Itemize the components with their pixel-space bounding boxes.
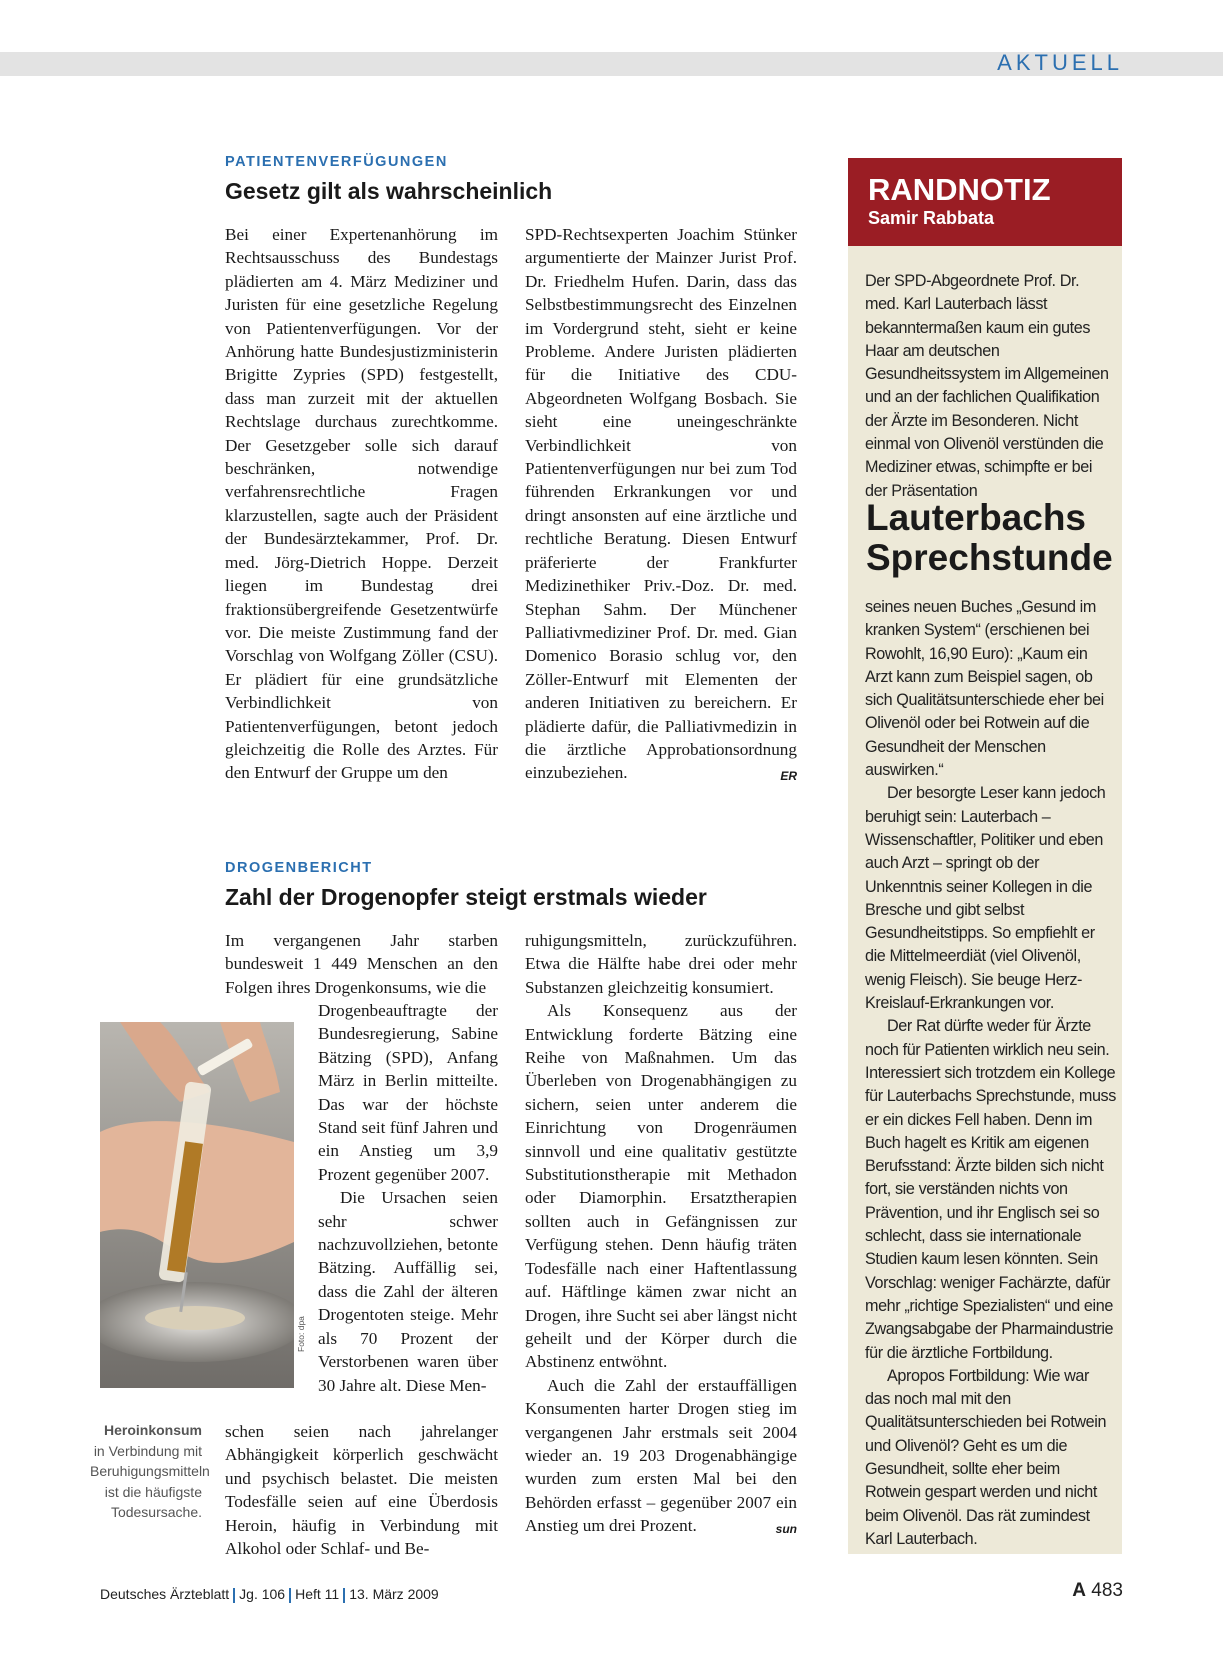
article1-column-2 [525, 223, 797, 789]
page-number [1072, 1580, 1123, 1602]
footer-separator [233, 1588, 235, 1603]
article2-column-2 [525, 929, 797, 1542]
heroin-syringe-photo [100, 1022, 294, 1388]
footer-separator [289, 1588, 291, 1603]
article2-author: sun [775, 1522, 797, 1537]
page-footer [100, 1586, 439, 1603]
caption-bold: Heroinkonsum [103, 1422, 202, 1438]
footer-separator [343, 1588, 345, 1603]
caption-text: in Verbindung mit Beruhigungsmitteln ist die häufigste Todesursache. [90, 1442, 210, 1520]
article2-kicker: DROGENBERICHT [225, 860, 373, 876]
footer-issue: Heft 11 [295, 1586, 340, 1602]
page-number-value: 483 [1091, 1580, 1123, 1601]
randnotiz-p2: Der besorgte Leser kann jedoch beruhigt sein: Lauterbach – Wissenschaftler, Politiker und eben auch Arzt – springt ob der Unkenntnis seiner Kollegen in die Bresche und gibt selbst Gesundheitstipps. So empfiehlt er die Mittelmeerdiät (viel Olivenöl, wenig Fleisch). Sie beuge Herz-Kreislauf-Erkrankungen vor. [865, 784, 1106, 1013]
footer-volume: Jg. 106 [239, 1586, 286, 1602]
footer-journal: Deutsches Ärzteblatt [100, 1586, 230, 1602]
article2-col1-narrow [318, 999, 498, 1397]
article1-kicker: PATIENTENVERFÜGUNGEN [225, 154, 448, 170]
photo-caption [90, 1420, 210, 1523]
randnotiz-title: Lauterbachs Sprechstunde [866, 497, 1113, 578]
article2-col1-top-text: Im vergangenen Jahr starben bundesweit 1 449 Menschen an den Folgen ihres Drogenkonsums, wie die [225, 931, 498, 997]
randnotiz-body [865, 596, 1117, 1551]
article1-col1-text: Bei einer Expertenanhörung im Rechtsausschuss des Bundestags plädierten am 4. März Mediziner und Juristen für eine gesetzliche Regelung von Patientenverfügungen. Vor der Anhörung hatte Bundesjustizministerin Brigitte Zypries (SPD) festgestellt, dass man zurzeit mit der aktuellen Rechtslage durchaus zurechtkomme. Der Gesetzgeber solle sich darauf beschränken, notwendige verfahrensrechtliche Fragen klarzustellen, sagte auch der Präsident der Bundesärztekammer, Prof. Dr. med. Jörg-Dietrich Hoppe. Derzeit liegen im Bundestag drei fraktionsübergreifende Gesetzentwürfe vor. Die meiste Zustimmung fand der Vorschlag von Wolfgang Zöller (CSU). Er plädiert für eine grundsätzliche Verbindlichkeit von Patientenverfügungen, betont jedoch gleichzeitig die Rolle des Arztes. Für den Entwurf der Gruppe um den [225, 225, 498, 783]
article2-headline: Zahl der Drogenopfer steigt erstmals wieder [225, 884, 707, 910]
article2-col1-top [225, 929, 498, 999]
randnotiz-label: RANDNOTIZ [868, 172, 1051, 207]
article2-col1-narrow-p1: Drogenbeauftragte der Bundesregierung, Sabine Bätzing (SPD), Anfang März in Berlin mitteilte. Das war der höchste Stand seit fünf Jahren und ein Anstieg um 3,9 Prozent gegenüber 2007. [318, 1001, 498, 1184]
article2-col1-narrow-p2: Die Ursachen seien sehr schwer nachzuvollziehen, betonte Bätzing. Auffällig sei, dass die Zahl der älteren Drogentoten steige. Mehr als 70 Prozent der Verstorbenen waren über 30 Jahre alt. Diese Men- [318, 1188, 498, 1395]
photo-credit: Foto: dpa [296, 1316, 306, 1352]
footer-date: 13. März 2009 [349, 1586, 439, 1602]
randnotiz-p4: Apropos Fortbildung: Wie war das noch mal mit den Qualitätsunterschieden bei Rotwein und Olivenöl? Geht es um die Gesundheit, sollte eher beim Rotwein gespart werden und nicht beim Olivenöl. Das rät zumindest Karl Lauterbach. [865, 1366, 1107, 1548]
randnotiz-p3: Der Rat dürfte weder für Ärzte noch für Patienten wirklich neu sein. Interessiert sich trotzdem ein Kollege für Lauterbachs Sprechstunde, muss er ein dickes Fell haben. Denn im Buch hagelt es Kritik am eigenen Berufsstand: Ärzte bilden sich nicht fort, sie verständen nichts von Prävention, und ihr Englisch sei so schlecht, dass sie internationale Studien kaum lesen könnten. Sein Vorschlag: weniger Fachärzte, dafür mehr „richtige Spezialisten“ und eine Zwangsabgabe der Pharmaindustrie für die ärztliche Fortbildung. [865, 1017, 1116, 1362]
article1-headline: Gesetz gilt als wahrscheinlich [225, 178, 553, 204]
randnotiz-intro-text: Der SPD-Abgeordnete Prof. Dr. med. Karl Lauterbach lässt bekanntermaßen kaum ein gutes Haar am deutschen Gesundheitssystem im Allgemeinen und an der fachlichen Qualifikation der Ärzte im Besonderen. Nicht einmal von Olivenöl verstünden die Mediziner etwas, schimpfte er bei der Präsentation [865, 272, 1109, 500]
article2-col1-bottom [225, 1420, 498, 1560]
article1-column-1 [225, 223, 498, 785]
article2-col1-bottom-text: schen seien nach jahrelanger Abhängigkeit körperlich geschwächt und psychisch belastet. Die meisten Todesfälle seien auf eine Überdosis Heroin, häufig in Verbindung mit Alkohol oder Schlaf- und Be- [225, 1422, 498, 1559]
article2-col2-p2: Als Konsequenz aus der Entwicklung forderte Bätzing eine Reihe von Maßnahmen. Um das Überleben von Drogenabhängigen zu sichern, seien unter anderem die Einrichtung von Drogenräumen sinnvoll und eine qualitativ gestützte Substitutionstherapie mit Methadon oder Diamorphin. Ersatztherapien sollten auch in Gefängnissen zur Verfügung stehen. Denn häufig träten Todesfälle nach einer Haftentlassung auf. Häftlinge kämen zwar nicht an Drogen, ihre Sucht sei aber längst nicht geheilt und der Körper durch die Abstinenz entwöhnt. [525, 1001, 797, 1372]
section-label: AKTUELL [997, 50, 1123, 75]
article1-col2-text: SPD-Rechtsexperten Joachim Stünker argumentierte der Mainzer Jurist Prof. Dr. Friedhelm Hufen. Darin, dass das Selbstbestimmungsrecht des Einzelnen im Vordergrund steht, sieht er keine Probleme. Andere Juristen plädierten für die Initiative des CDU-Abgeordneten Wolfgang Bosbach. Sie sieht eine uneingeschränkte Verbindlichkeit von Patientenverfügungen nur bei zum Tod führenden Erkrankungen vor und dringt ansonsten auf eine ärztliche und rechtliche Beratung. Diesen Entwurf präferierte der Frankfurter Medizinethiker Priv.-Doz. Dr. med. Stephan Sahm. Der Münchener Palliativmediziner Prof. Dr. med. Gian Domenico Borasio schlug vor, den Zöller-Entwurf mit Elementen der anderen Initiativen zu bereichern. Er plädierte dafür, die Palliativmedizin in die ärztliche Approbationsordnung einzubeziehen. [525, 225, 797, 783]
article2-col2-p1: ruhigungsmitteln, zurückzuführen. Etwa die Hälfte habe drei oder mehr Substanzen gleichzeitig konsumiert. [525, 931, 797, 997]
article2-col2-p3: Auch die Zahl der erstauffälligen Konsumenten harter Drogen stieg im vergangenen Jahr erstmals seit 2004 wieder an. 19 203 Drogenabhängige wurden zum ersten Mal bei den Behörden erfasst – gegenüber 2007 ein Anstieg um drei Prozent. [525, 1375, 797, 1536]
article1-author: ER [780, 769, 797, 784]
page-prefix: A [1072, 1580, 1087, 1601]
randnotiz-header [848, 158, 1122, 246]
randnotiz-p1: seines neuen Buches „Gesund im kranken System“ (erschienen bei Rowohlt, 16,90 Euro): „Kaum ein Arzt kann zum Beispiel sagen, ob sich Qualitätsunterschiede eher bei Olivenöl oder bei Rotwein auf die Gesundheit der Menschen auswirken.“ [865, 598, 1104, 780]
syringe-illustration [100, 1022, 294, 1388]
randnotiz-author: Samir Rabbata [868, 208, 995, 228]
randnotiz-intro [865, 270, 1117, 503]
